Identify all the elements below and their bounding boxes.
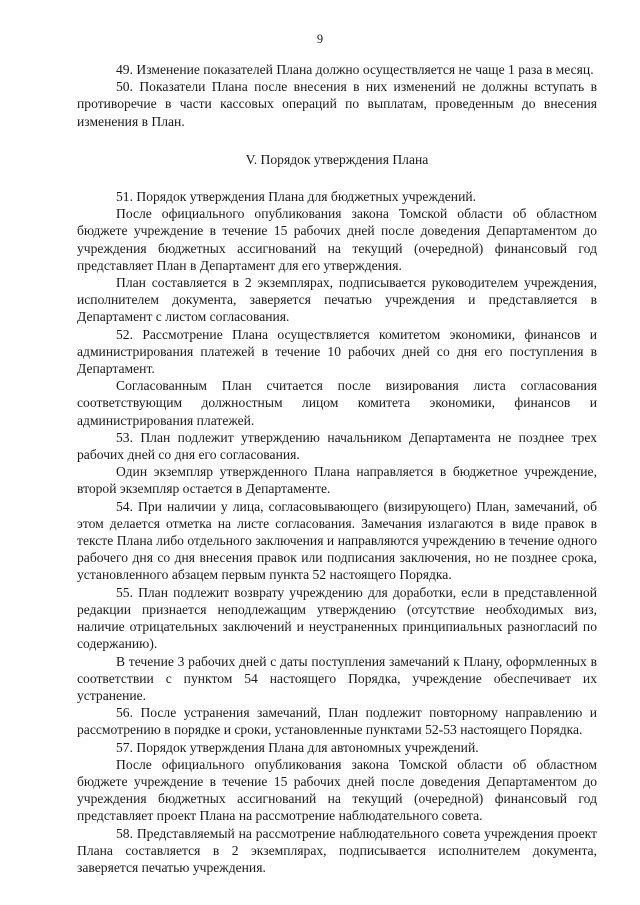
document-body: [77, 61, 597, 876]
paragraph-56: 56. После устранения замечаний, План подлежит повторному направлению и рассмотрению в порядке и сроки, установленные пунктами 52-53 настоящего Порядка.: [77, 705, 597, 738]
paragraph-58: 58. Представляемый на рассмотрение наблюдательного совета учреждения проект Плана составляется в 2 экземплярах, подписывается исполнителем документа, заверяется печатью учреждения.: [77, 825, 597, 875]
paragraph-49: 49. Изменение показателей Плана должно осуществляется не чаще 1 раза в месяц.: [116, 62, 594, 77]
paragraph-51-publication: После официального опубликования закона Томской области об областном бюджете учреждение в течение 15 рабочих дней после доведения Департаментом до учреждения бюджетных ассигнований на текущий (очередной) финансовый год представляет План в Департамент для его утверждения.: [77, 206, 597, 273]
section-heading: V. Порядок утверждения Плана: [245, 151, 429, 167]
paragraph-52-agreed: Согласованным План считается после визирования листа согласования соответствующим должностным лицом комитета экономики, финансов и администрирования платежей.: [77, 378, 597, 428]
paragraph-50: 50. Показатели Плана после внесения в них изменений не должны вступать в противоречие в части кассовых операций по выплатам, проведенным до внесения изменения в План.: [77, 79, 597, 129]
paragraph-57: 57. Порядок утверждения Плана для автономных учреждений.: [116, 739, 479, 755]
paragraph-57-publication: После официального опубликования закона Томской области об областном бюджете учреждение в течение 15 рабочих дней после доведения Департаментом до учреждения бюджетных ассигнований на текущий (очередной) финансовый год представляет проект Плана на рассмотрение наблюдательного совета.: [77, 756, 597, 824]
paragraph-51-copies: План составляется в 2 экземплярах, подписывается руководителем учреждения, исполнителем документа, заверяется печатью учреждения и представляется в Департамент с листом согласования.: [77, 275, 597, 325]
paragraph-55: 55. План подлежит возврату учреждению для доработки, если в представленной редакции признается неподлежащим утверждению (отсутствие необходимых виз, наличие отрицательных заключений и неустраненных принципиальных разногласий по содержанию).: [77, 584, 597, 652]
paragraph-52: 52. Рассмотрение Плана осуществляется комитетом экономики, финансов и администрирования платежей в течение 10 рабочих дней со дня его поступления в Департамент.: [77, 326, 597, 377]
paragraph-54: 54. При наличии у лица, согласовывающего (визирующего) План, замечаний, об этом делается отметка на листе согласования. Замечания излагаются в виде правок в тексте Плана либо отдельного заключения и направляются учреждению в течение одного рабочего дня со дня внесения правок или подписания заключения, но не позднее срока, установленного абзацем первым пункта 52 настоящего Порядка.: [77, 498, 597, 583]
paragraph-55-remarks: В течение 3 рабочих дней с даты поступления замечаний к Плану, оформленных в соответствии с пунктом 54 настоящего Порядка, учреждение обеспечивает их устранение.: [77, 653, 597, 703]
paragraph-53-copy: Один экземпляр утвержденного Плана направляется в бюджетное учреждение, второй экземпляр остается в Департаменте.: [77, 464, 597, 497]
paragraph-51: 51. Порядок утверждения Плана для бюджетных учреждений.: [116, 189, 477, 205]
page-number: 9: [316, 32, 324, 46]
paragraph-53: 53. План подлежит утверждению начальником Департамента не позднее трех рабочих дней со дня его согласования.: [77, 429, 597, 463]
